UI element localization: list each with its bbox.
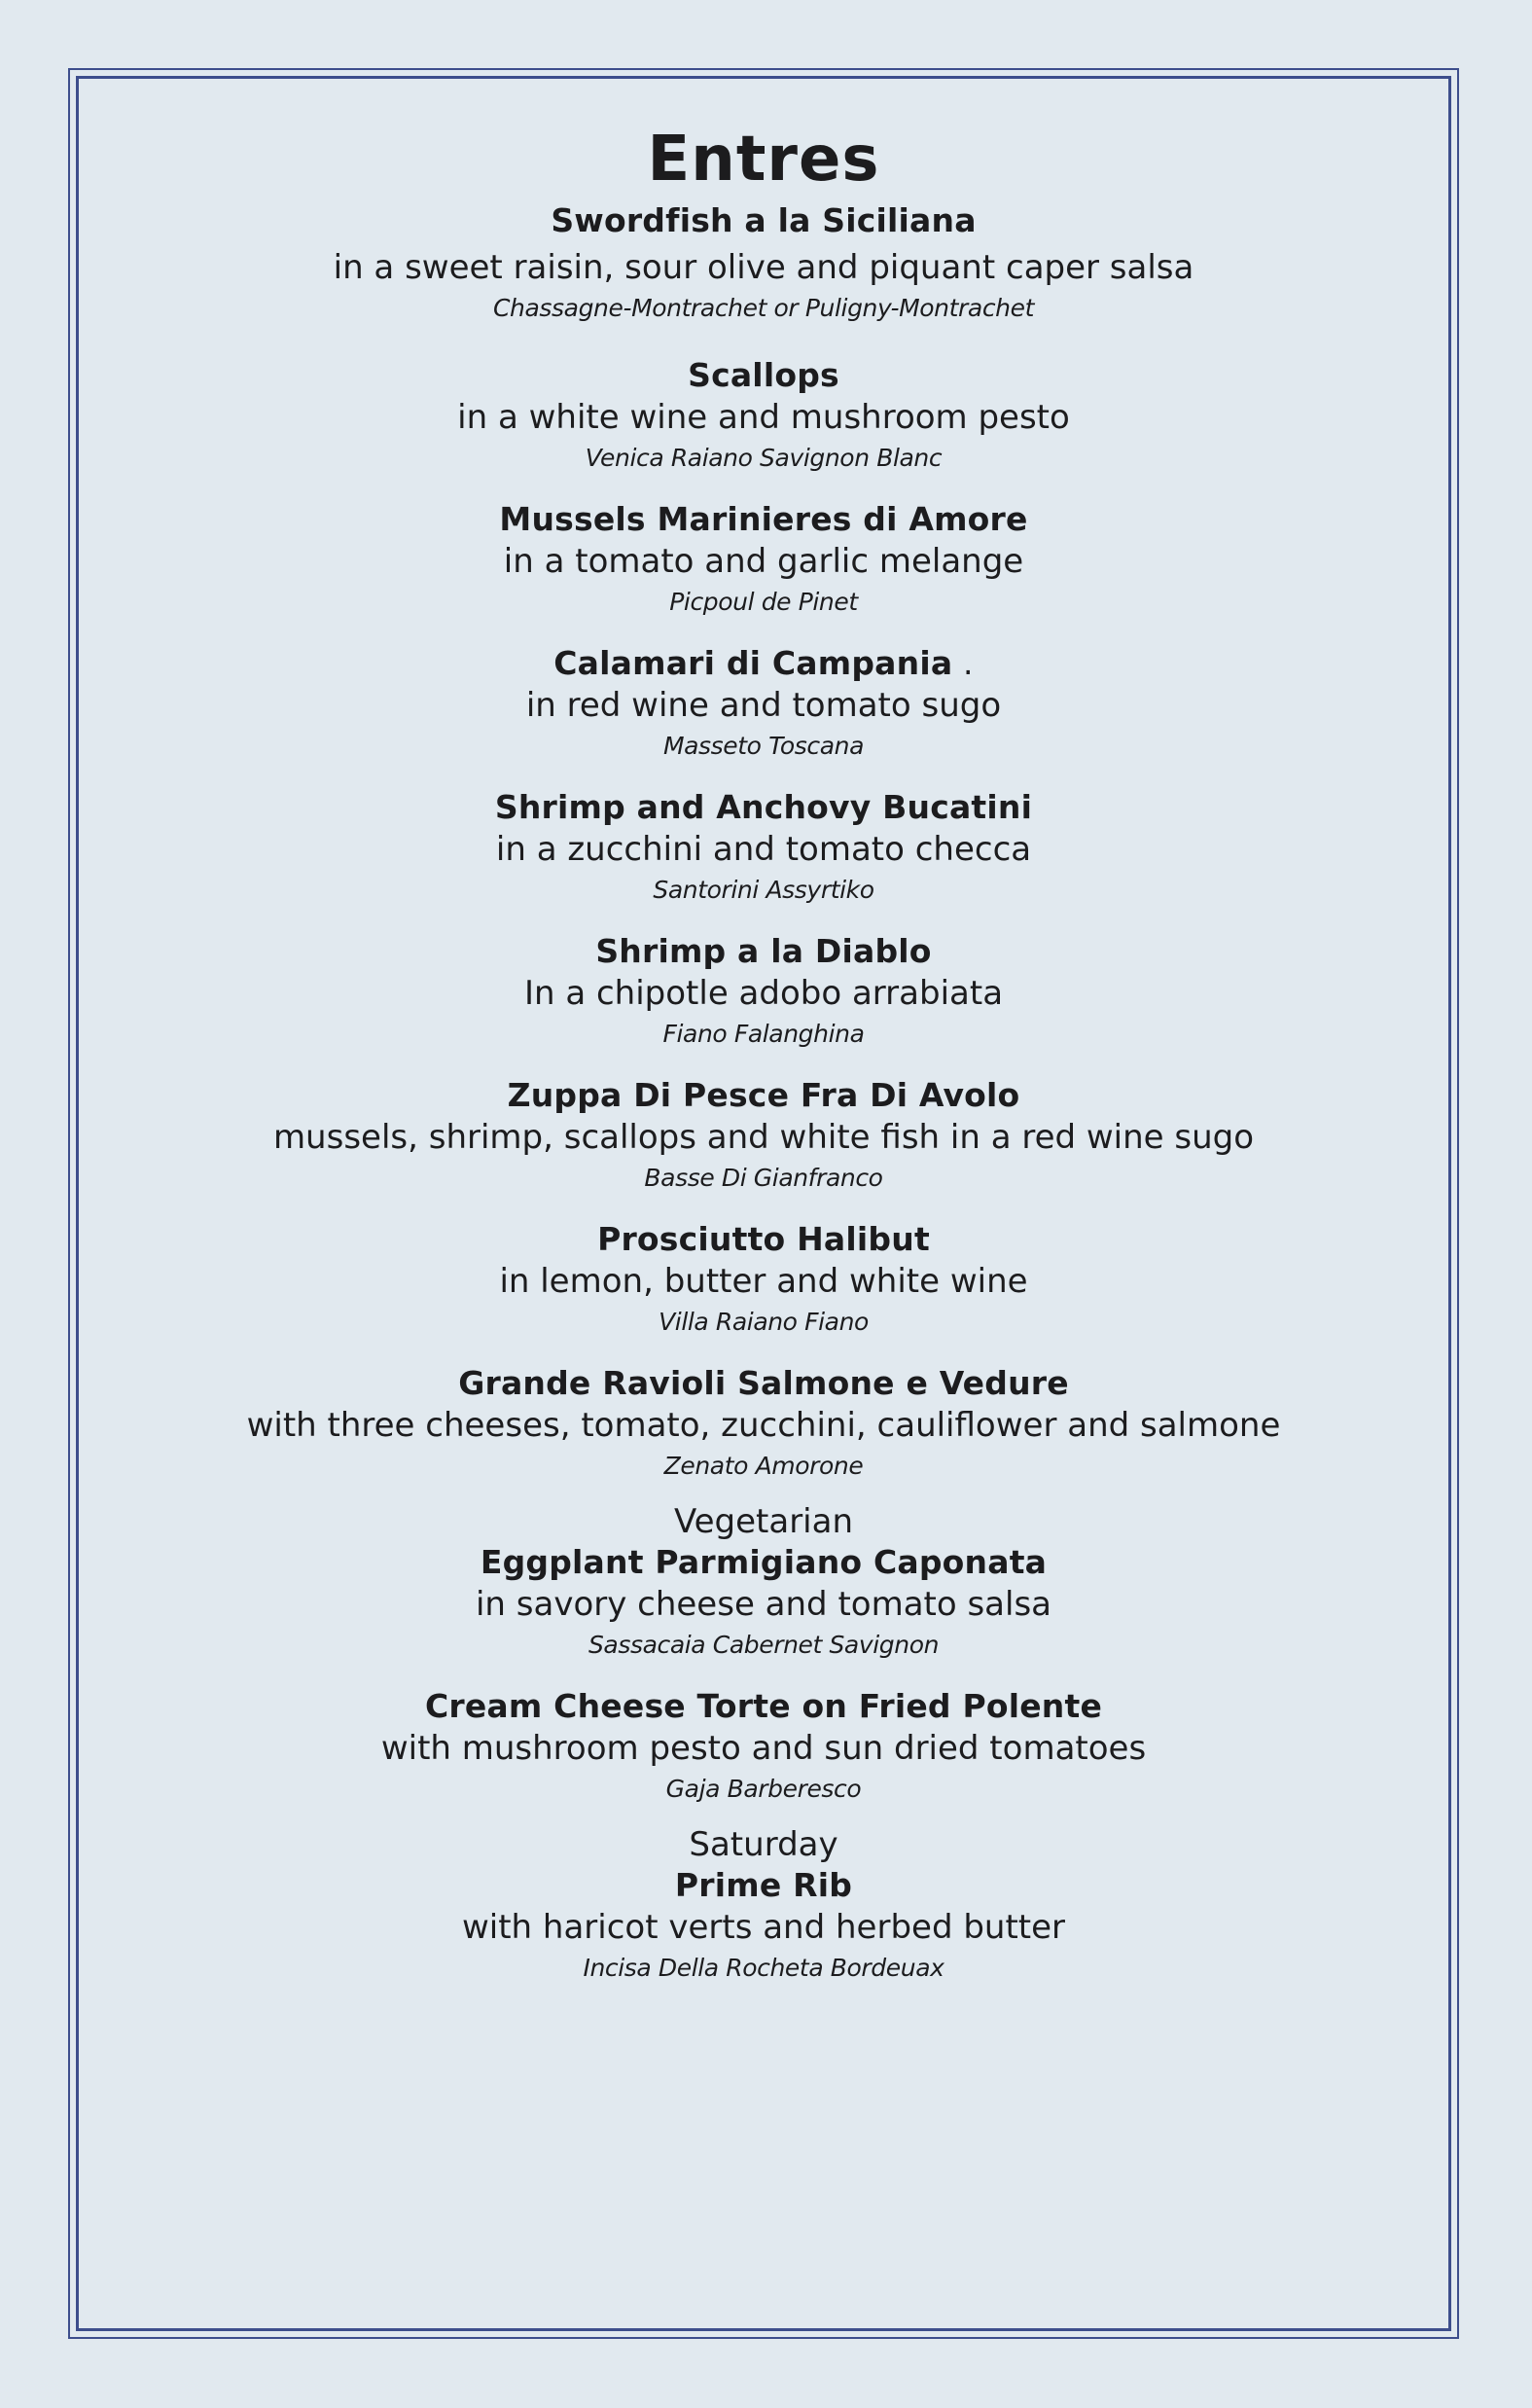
wine-pairing: Chassagne-Montrachet or Puligny-Montrachet xyxy=(493,293,1034,322)
wine-pairing: Venica Raiano Savignon Blanc xyxy=(585,443,943,472)
dish-name: Swordfish a la Siciliana xyxy=(551,200,977,239)
menu-item xyxy=(76,1363,1451,1486)
dish-description: with mushroom pesto and sun dried tomatoes xyxy=(380,1728,1147,1768)
dish-description: with haricot verts and herbed butter xyxy=(461,1907,1066,1947)
dish-name: Shrimp and Anchovy Bucatini xyxy=(494,787,1033,826)
menu-item xyxy=(76,200,1451,328)
wine-pairing: Zenato Amorone xyxy=(663,1451,864,1480)
wine-pairing: Gaja Barberesco xyxy=(665,1774,862,1803)
dish-name: Scallops xyxy=(688,355,839,394)
wine-pairing: Santorini Assyrtiko xyxy=(653,875,874,904)
menu-item xyxy=(76,1824,1451,1988)
dish-description: in a tomato and garlic melange xyxy=(503,541,1024,581)
dish-name: Grande Ravioli Salmone e Vedure xyxy=(458,1363,1069,1402)
dish-description: mussels, shrimp, scallops and white fish in a red wine sugo xyxy=(272,1117,1255,1157)
dish-description: in a sweet raisin, sour olive and piquant caper salsa xyxy=(333,247,1194,287)
dish-name-text: Calamari di Campania xyxy=(553,643,953,682)
wine-pairing: Fiano Falanghina xyxy=(662,1019,865,1048)
menu-item xyxy=(76,1219,1451,1342)
wine-pairing: Basse Di Gianfranco xyxy=(644,1163,883,1192)
dish-name xyxy=(76,643,1451,684)
dish-description: in a zucchini and tomato checca xyxy=(495,829,1032,869)
dish-description: in red wine and tomato sugo xyxy=(525,685,1002,725)
dish-name: Prosciutto Halibut xyxy=(597,1219,930,1258)
menu-item xyxy=(76,931,1451,1054)
dish-name: Shrimp a la Diablo xyxy=(595,931,932,970)
wine-pairing: Sassacaia Cabernet Savignon xyxy=(588,1630,940,1659)
wine-pairing: Villa Raiano Fiano xyxy=(659,1307,869,1336)
menu-item xyxy=(76,643,1451,766)
menu-item xyxy=(76,1501,1451,1665)
section-label-vegetarian: Vegetarian xyxy=(673,1501,853,1541)
dish-description: In a chipotle adobo arrabiata xyxy=(523,973,1004,1013)
wine-pairing: Incisa Della Rocheta Bordeuax xyxy=(583,1953,944,1982)
menu-item xyxy=(76,355,1451,478)
wine-pairing: Picpoul de Pinet xyxy=(669,587,858,616)
dish-name: Cream Cheese Torte on Fried Polente xyxy=(424,1686,1103,1725)
menu-item xyxy=(76,787,1451,910)
dish-name: Prime Rib xyxy=(674,1865,853,1904)
menu-title: Entres xyxy=(647,124,880,196)
dish-description: in a white wine and mushroom pesto xyxy=(457,397,1070,437)
menu-item xyxy=(76,1686,1451,1809)
dish-description: in lemon, butter and white wine xyxy=(499,1261,1028,1301)
menu-item xyxy=(76,1075,1451,1198)
dish-name: Mussels Marinieres di Amore xyxy=(499,499,1028,538)
menu-item xyxy=(76,499,1451,622)
dish-name: Zuppa Di Pesce Fra Di Avolo xyxy=(507,1075,1020,1114)
dish-description: in savory cheese and tomato salsa xyxy=(475,1584,1052,1624)
menu-content xyxy=(76,76,1451,1988)
dish-name: Eggplant Parmigiano Caponata xyxy=(480,1542,1048,1581)
dish-description: with three cheeses, tomato, zucchini, cauliflower and salmone xyxy=(246,1405,1281,1445)
section-label-saturday: Saturday xyxy=(689,1824,838,1864)
wine-pairing: Masseto Toscana xyxy=(662,731,865,760)
dish-name-suffix: . xyxy=(952,643,974,682)
